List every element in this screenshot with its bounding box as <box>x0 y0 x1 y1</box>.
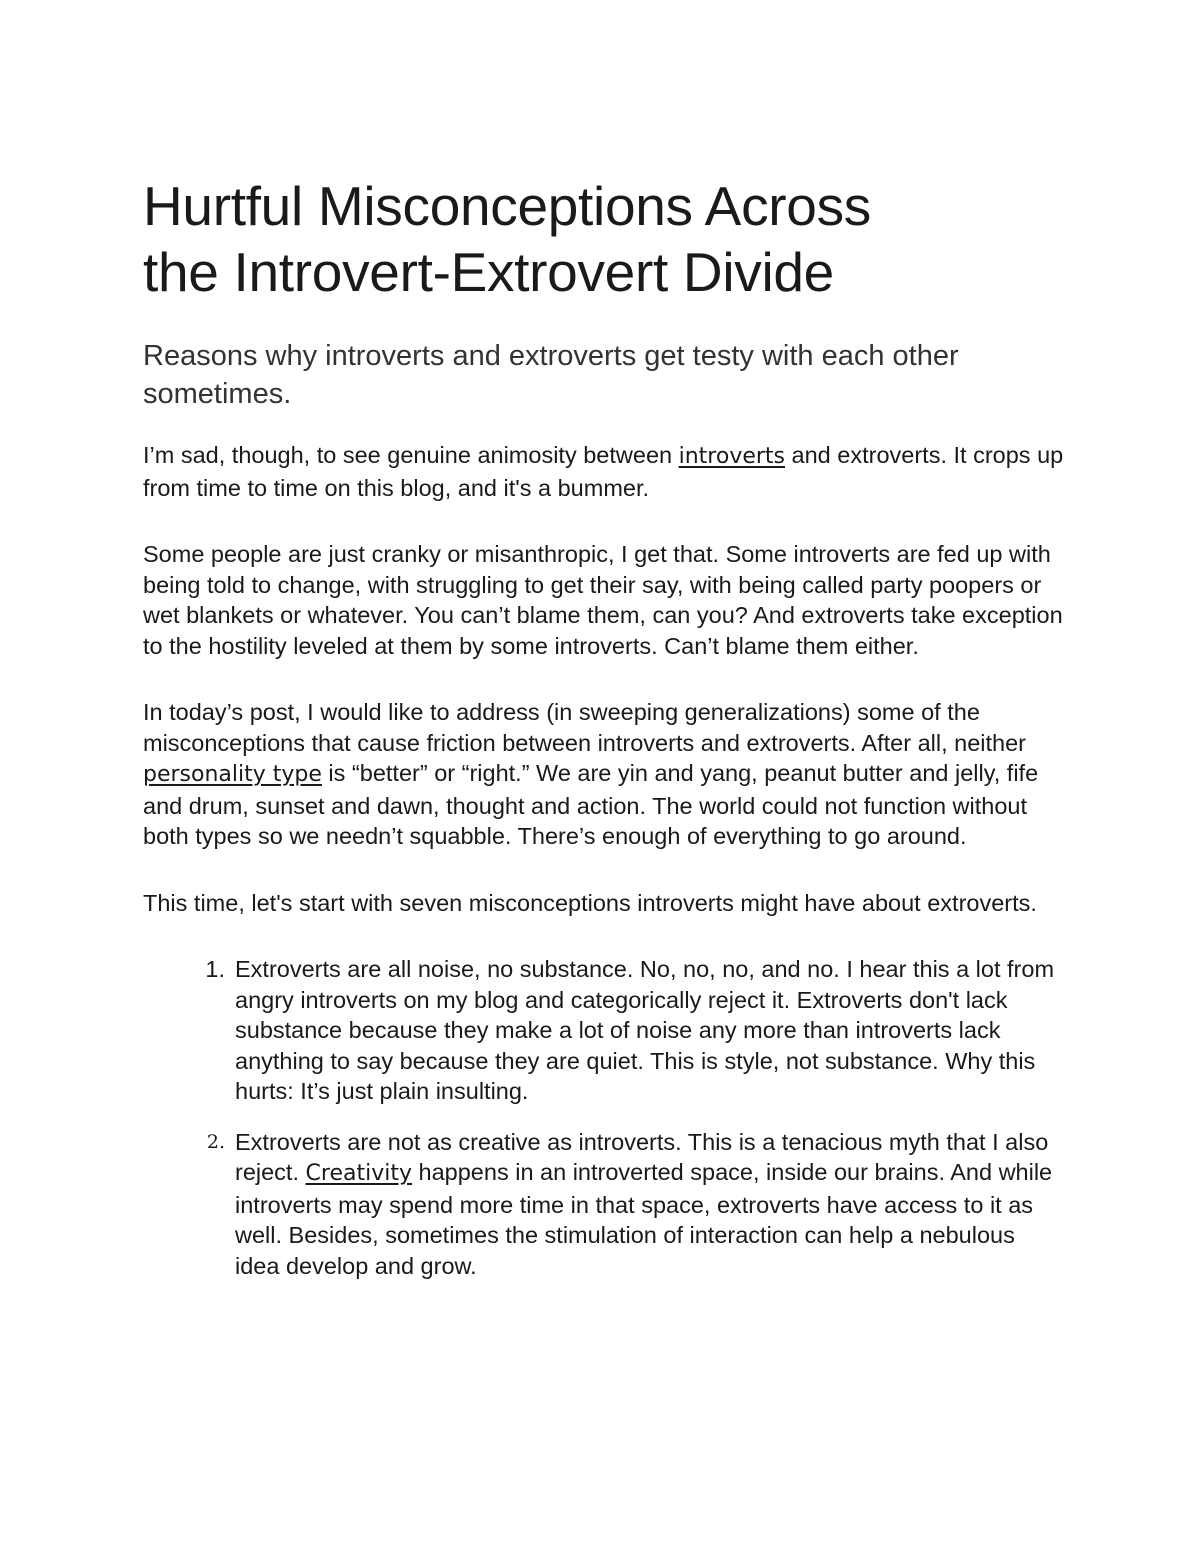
title-line-1: Hurtful Misconceptions Across <box>143 175 871 237</box>
paragraph-1-text-before: I’m sad, though, to see genuine animosity between <box>143 442 679 468</box>
title-line-2: the Introvert-Extrovert Divide <box>143 241 834 303</box>
list-item-2-text-after: happens in an introverted space, inside our brains. And while introverts may spend more time in that space, extroverts have access to it as well. Besides, sometimes the stimulation of interaction can help a nebulous idea develop and grow. <box>235 1159 1053 1279</box>
list-item <box>143 954 1073 1107</box>
introverts-link[interactable]: introverts <box>678 444 786 469</box>
personality-type-link[interactable]: personality type <box>143 762 322 787</box>
list-item-text <box>235 1127 1055 1282</box>
paragraph-3-text-before: In today’s post, I would like to address (in sweeping generalizations) some of the misconceptions that cause friction between introverts and extroverts. After all, neither <box>143 699 1026 756</box>
paragraph-3-text-after: is “better” or “right.” We are yin and yang, peanut butter and jelly, fife and drum, sunset and dawn, thought and action. The world could not function without both types so we needn’t squabble. There’s enough of everything to go around. <box>143 760 1039 849</box>
misconceptions-list <box>143 954 1073 1281</box>
list-item-number: 2. <box>206 1130 225 1153</box>
document-subtitle: Reasons why introverts and extroverts get testy with each other sometimes. <box>143 340 959 410</box>
document-content <box>143 173 1073 1301</box>
document-title <box>143 173 1073 305</box>
list-item-text: Extroverts are all noise, no substance. No, no, no, and no. I hear this a lot from angry introverts on my blog and categorically reject it. Extroverts don't lack substance because they make a lot of noise any more than introverts lack anything to say because they are quiet. This is style, not substance. Why this hurts: It’s just plain insulting. <box>235 956 1055 1104</box>
list-item <box>143 1127 1073 1282</box>
paragraph-1 <box>143 440 1073 503</box>
list-item-number: 1. <box>205 956 225 982</box>
list-item-2-text-before: Extroverts are not as creative as introverts. This is a tenacious myth that I also reject. <box>235 1128 1049 1185</box>
creativity-link[interactable]: Creativity <box>305 1161 412 1186</box>
paragraph-1-text-after: and extroverts. It crops up from time to time on this blog, and it's a bummer. <box>143 442 1064 501</box>
paragraph-2: Some people are just cranky or misanthropic, I get that. Some introverts are fed up with being told to change, with struggling to get their say, with being called party poopers or wet blankets or whatever. You can’t blame them, can you? And extroverts take exception to the hostility leveled at them by some introverts. Can’t blame them either. <box>143 541 1063 659</box>
paragraph-3 <box>143 697 1073 852</box>
paragraph-4: This time, let's start with seven misconceptions introverts might have about extroverts. <box>143 889 1037 916</box>
